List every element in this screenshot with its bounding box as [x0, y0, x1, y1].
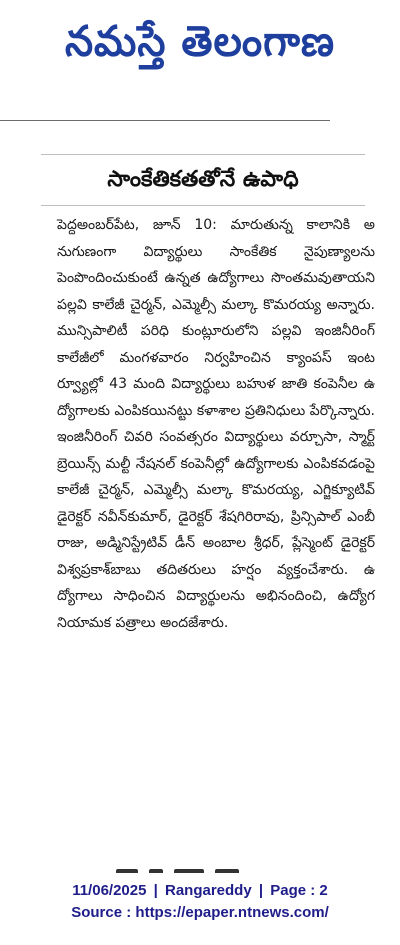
article-clipping	[21, 148, 385, 875]
footer-separator: |	[153, 882, 158, 899]
footer-source-url[interactable]: https://epaper.ntnews.com/	[135, 904, 329, 921]
cut-glyph-fragment	[149, 869, 163, 873]
cut-glyph-fragment	[215, 869, 239, 873]
newspaper-masthead: నమస్తే తెలంగాణ	[64, 17, 336, 67]
article-headline: సాంకేతికతతోనే ఉపాధి	[41, 154, 365, 206]
footer-separator: |	[258, 882, 264, 899]
cut-glyph-fragment	[174, 869, 204, 873]
cut-off-next-headline	[116, 861, 296, 873]
footer-page: Page : 2	[270, 882, 328, 899]
footer-date: 11/06/2025	[72, 882, 147, 899]
footer-source-line	[0, 902, 400, 924]
cut-glyph-fragment	[116, 869, 138, 873]
article-body: పెద్దఅంబర్‌పేట, జూన్ 10: మారుతున్న కాలానికి అనుగుణంగా విద్యార్థులు సాంకేతిక నైపుణ్యాలను పెంపొందించుకుంటే ఉన్నత ఉద్యోగాలు సొంతమవుతాయని పల్లవి కాలేజీ చైర్మన్, ఎమ్మెల్సీ మల్కా కొమరయ్య అన్నారు. మున్సిపాలిటీ పరిధి కుంట్లూరులోని పల్లవి ఇంజినీరింగ్ కాలేజీలో మంగళవారం నిర్వహించిన క్యాంపస్ ఇంటర్వ్యూల్లో 43 మంది విద్యార్థులు బహుళ జాతి కంపెనీల ఉద్యోగాలకు ఎంపికయినట్టు కళాశాల ప్రతినిధులు పేర్కొన్నారు. ఇంజినీరింగ్ చివరి సంవత్సరం విద్యార్థులు వర్చూసా, స్మార్ట్ బ్రెయిన్స్ మల్టీ నేషనల్ కంపెనీల్లో ఉద్యోగాలకు ఎంపికవడంపై కాలేజీ చైర్మన్, ఎమ్మెల్సీ మల్కా కొమరయ్య, ఎగ్జిక్యూటివ్ డైరెక్టర్ నవీన్‌కుమార్, డైరెక్టర్ శేషగిరిరావు, ప్రిన్సిపాల్ ఎంబీ రాజు, అడ్మినిస్ట్రేటివ్ డీన్ అంబాల శ్రీధర్, ప్లేస్మెంట్ డైరెక్టర్ విశ్వప్రకాశ్‌బాబు తదితరులు హర్షం వ్యక్తంచేశారు. ఉద్యోగాలు సాధించిన విద్యార్థులను అభినందించి, ఉద్యోగ నియామక పత్రాలు అందజేశారు.	[57, 217, 375, 631]
clipping-footer	[0, 880, 400, 924]
footer-meta-line	[0, 880, 400, 902]
masthead-divider	[0, 120, 330, 121]
footer-edition: Rangareddy	[165, 882, 252, 899]
footer-source-label: Source :	[71, 904, 132, 921]
